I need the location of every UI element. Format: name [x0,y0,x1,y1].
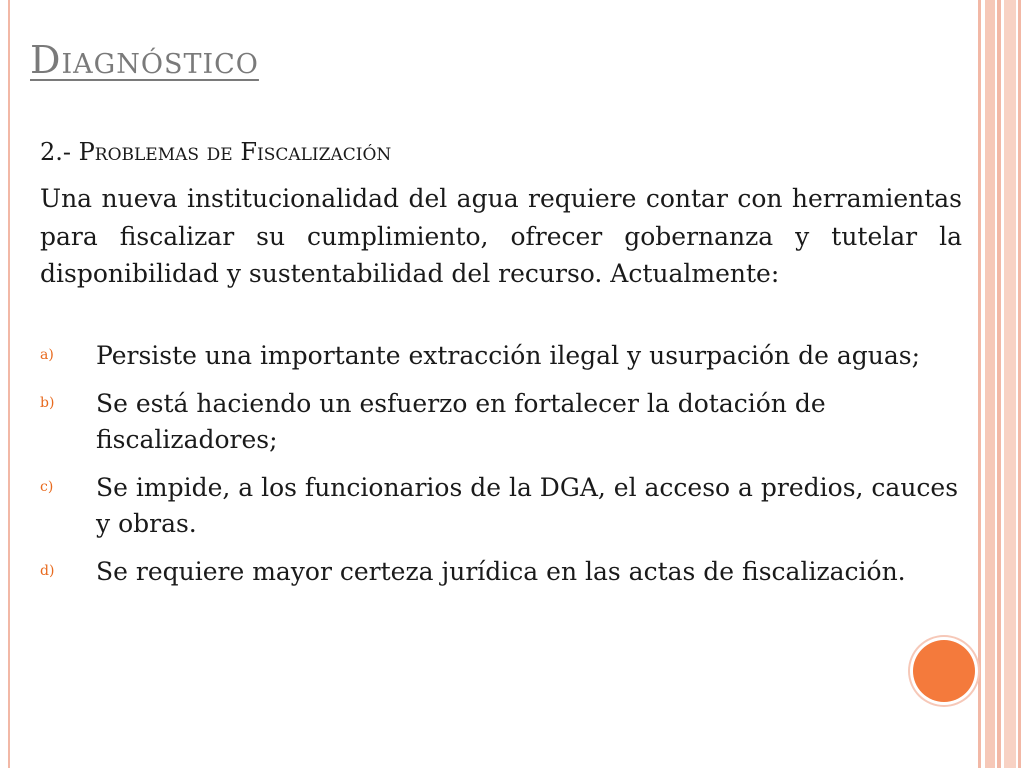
right-stripe-3 [997,0,1001,768]
list-marker: c) [40,479,54,495]
list-item-text: Se impide, a los funcionarios de la DGA, el acceso a predios, cauces y obras. [96,473,959,538]
list-item-c [40,470,962,542]
list-item-b [40,386,962,458]
intro-paragraph: Una nueva institucionalidad del agua requiere contar con herramientas para fiscalizar su cumplimiento, ofrecer gobernanza y tutelar la disponibilidad y sustentabilidad del recurso. Actualmente: [40,184,962,288]
right-stripe-5 [1018,0,1021,768]
findings-list [40,338,962,602]
right-stripe-4 [1004,0,1016,768]
list-marker: b) [40,395,55,411]
list-item-text: Persiste una importante extracción ilegal y usurpación de aguas; [96,341,920,370]
list-item-a [40,338,962,374]
decorative-orange-circle [913,640,975,702]
slide-title: Diagnóstico [30,38,259,82]
list-item-text: Se requiere mayor certeza jurídica en las actas de fiscalización. [96,557,906,586]
list-marker: a) [40,347,54,363]
right-stripe-1 [978,0,981,768]
list-item-d [40,554,962,590]
list-marker: d) [40,563,55,579]
right-stripe-2 [985,0,995,768]
list-item-text: Se está haciendo un esfuerzo en fortalecer la dotación de fiscalizadores; [96,389,826,454]
left-decorative-line [8,0,10,768]
slide-subtitle: 2.- Problemas de Fiscalización [40,138,392,166]
